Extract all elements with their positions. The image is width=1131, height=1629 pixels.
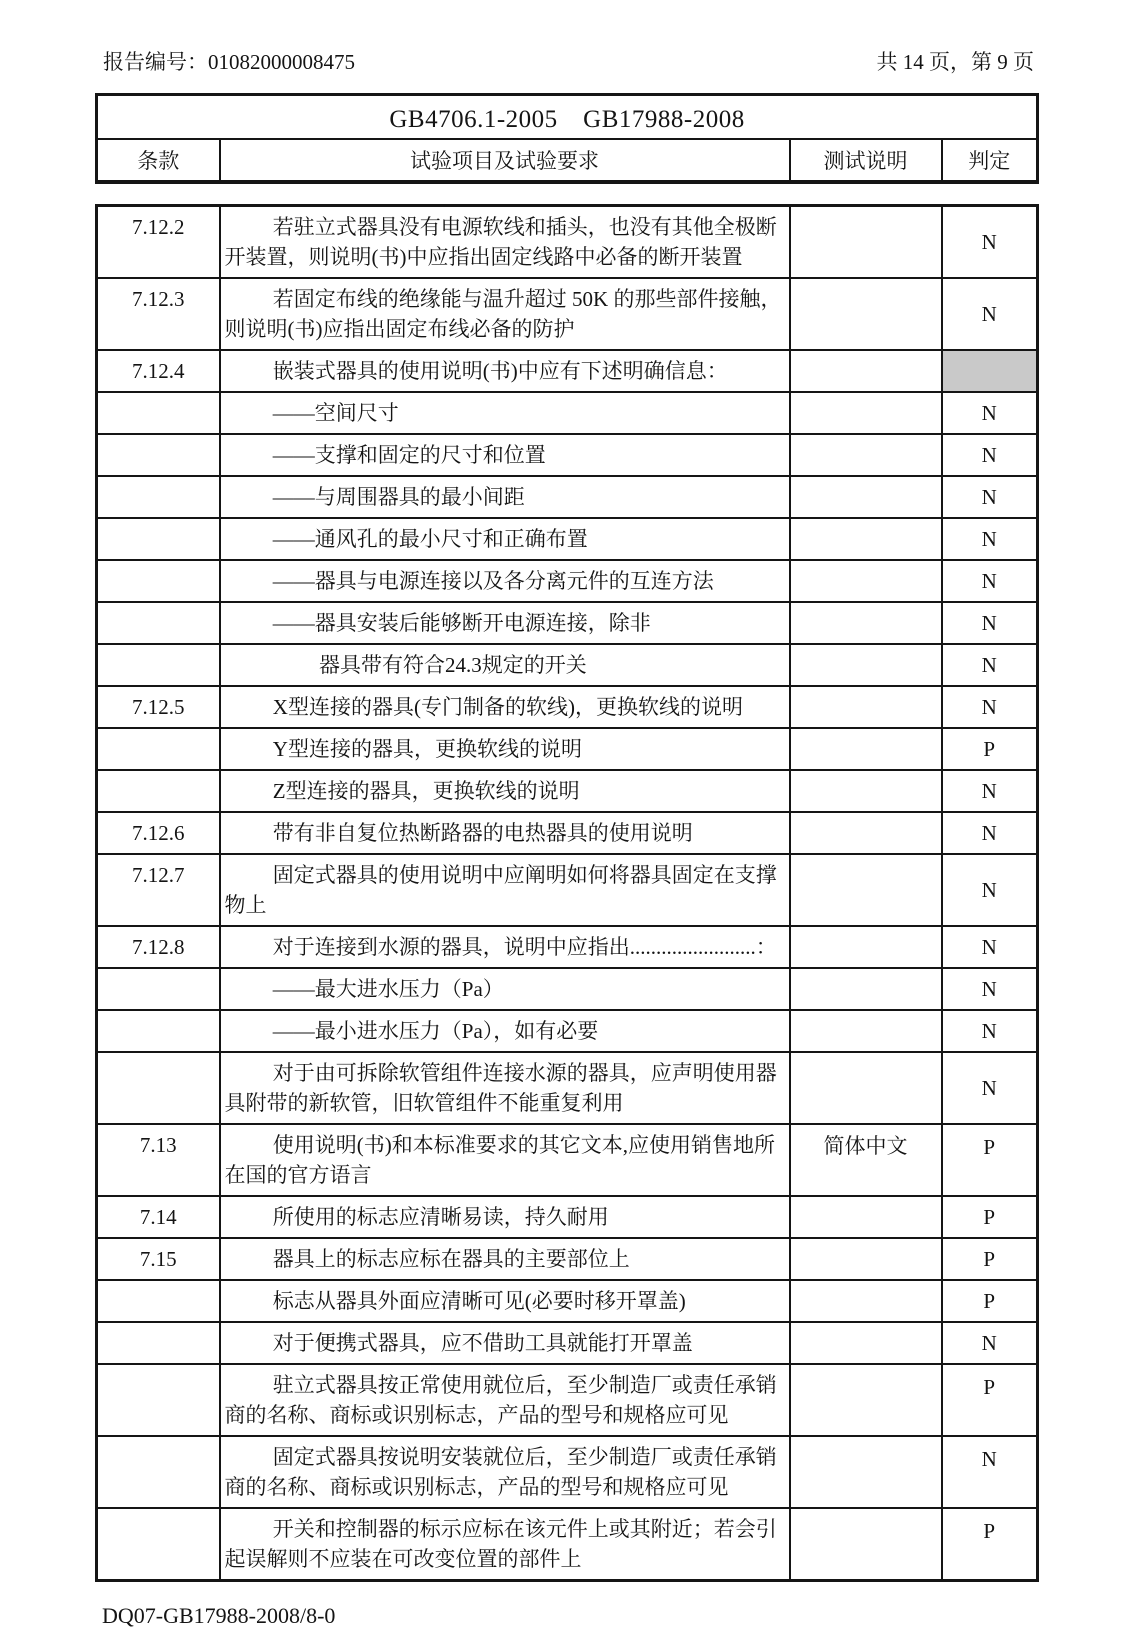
verdict-cell: N bbox=[942, 476, 1038, 518]
clause-cell bbox=[97, 1052, 220, 1124]
clause-cell bbox=[97, 1508, 220, 1581]
verdict-cell: N bbox=[942, 812, 1038, 854]
note-cell bbox=[790, 926, 942, 968]
requirement-cell: ——器具安装后能够断开电源连接，除非 bbox=[220, 602, 790, 644]
running-header bbox=[95, 46, 1036, 76]
clause-cell bbox=[97, 476, 220, 518]
clause-cell bbox=[97, 560, 220, 602]
table-row bbox=[97, 1052, 1038, 1124]
document-page bbox=[95, 46, 1036, 1629]
standards-title: GB4706.1-2005 GB17988-2008 bbox=[97, 95, 1038, 139]
table-row bbox=[97, 205, 1038, 278]
verdict-cell: N bbox=[942, 560, 1038, 602]
verdict-cell: P bbox=[942, 1280, 1038, 1322]
note-cell bbox=[790, 1364, 942, 1436]
requirement-cell: ——支撑和固定的尺寸和位置 bbox=[220, 434, 790, 476]
requirement-cell: Z型连接的器具，更换软线的说明 bbox=[220, 770, 790, 812]
note-cell bbox=[790, 1436, 942, 1508]
requirement-cell: ——通风孔的最小尺寸和正确布置 bbox=[220, 518, 790, 560]
table-row bbox=[97, 1238, 1038, 1280]
verdict-cell: N bbox=[942, 644, 1038, 686]
requirement-cell: 标志从器具外面应清晰可见(必要时移开罩盖) bbox=[220, 1280, 790, 1322]
note-cell bbox=[790, 1052, 942, 1124]
note-cell bbox=[790, 518, 942, 560]
note-cell bbox=[790, 1322, 942, 1364]
note-cell bbox=[790, 560, 942, 602]
requirement-cell: 所使用的标志应清晰易读，持久耐用 bbox=[220, 1196, 790, 1238]
clause-cell: 7.12.2 bbox=[97, 205, 220, 278]
standards-header-table bbox=[95, 93, 1039, 184]
clause-cell: 7.12.7 bbox=[97, 854, 220, 926]
clause-cell bbox=[97, 770, 220, 812]
table-row bbox=[97, 1508, 1038, 1581]
verdict-cell: P bbox=[942, 1508, 1038, 1581]
note-cell bbox=[790, 728, 942, 770]
clause-cell: 7.12.4 bbox=[97, 350, 220, 392]
verdict-cell: N bbox=[942, 602, 1038, 644]
requirement-cell: ——最小进水压力（Pa），如有必要 bbox=[220, 1010, 790, 1052]
table-row bbox=[97, 350, 1038, 392]
verdict-cell: P bbox=[942, 1364, 1038, 1436]
verdict-cell: N bbox=[942, 854, 1038, 926]
requirement-cell: 若驻立式器具没有电源软线和插头，也没有其他全极断开装置，则说明(书)中应指出固定线路中必备的断开装置 bbox=[220, 205, 790, 278]
requirement-cell: ——空间尺寸 bbox=[220, 392, 790, 434]
note-cell bbox=[790, 1280, 942, 1322]
table-row bbox=[97, 968, 1038, 1010]
verdict-cell: N bbox=[942, 1052, 1038, 1124]
table-row bbox=[97, 686, 1038, 728]
table-row bbox=[97, 1436, 1038, 1508]
table-row bbox=[97, 518, 1038, 560]
table-row bbox=[97, 278, 1038, 350]
table-row bbox=[97, 434, 1038, 476]
table-row bbox=[97, 392, 1038, 434]
clause-cell bbox=[97, 728, 220, 770]
page-count: 共 14 页，第 9 页 bbox=[876, 50, 1034, 74]
table-row bbox=[97, 476, 1038, 518]
verdict-cell: P bbox=[942, 1124, 1038, 1196]
verdict-cell bbox=[942, 350, 1038, 392]
table-row bbox=[97, 1196, 1038, 1238]
note-cell bbox=[790, 644, 942, 686]
verdict-cell: P bbox=[942, 728, 1038, 770]
test-items-table bbox=[95, 204, 1039, 1582]
requirement-cell: 器具上的标志应标在器具的主要部位上 bbox=[220, 1238, 790, 1280]
clause-cell: 7.13 bbox=[97, 1124, 220, 1196]
requirement-cell: 器具带有符合24.3规定的开关 bbox=[220, 644, 790, 686]
footer-code: DQ07-GB17988-2008/8-0 bbox=[102, 1602, 336, 1628]
requirement-cell: 固定式器具按说明安装就位后，至少制造厂或责任承销商的名称、商标或识别标志，产品的型号和规格应可见 bbox=[220, 1436, 790, 1508]
verdict-cell: N bbox=[942, 278, 1038, 350]
requirement-cell: 开关和控制器的标示应标在该元件上或其附近；若会引起误解则不应装在可改变位置的部件上 bbox=[220, 1508, 790, 1581]
verdict-cell: N bbox=[942, 1436, 1038, 1508]
table-row bbox=[97, 1010, 1038, 1052]
note-cell bbox=[790, 686, 942, 728]
verdict-cell: N bbox=[942, 1010, 1038, 1052]
table-row bbox=[97, 728, 1038, 770]
requirement-cell: Y型连接的器具，更换软线的说明 bbox=[220, 728, 790, 770]
requirement-cell: ——最大进水压力（Pa） bbox=[220, 968, 790, 1010]
requirement-cell: 若固定布线的绝缘能与温升超过 50K 的那些部件接触，则说明(书)应指出固定布线必备的防护 bbox=[220, 278, 790, 350]
col-header-requirement: 试验项目及试验要求 bbox=[220, 139, 790, 182]
note-cell bbox=[790, 854, 942, 926]
clause-cell bbox=[97, 1436, 220, 1508]
verdict-cell: N bbox=[942, 434, 1038, 476]
verdict-cell: N bbox=[942, 770, 1038, 812]
requirement-cell: 带有非自复位热断路器的电热器具的使用说明 bbox=[220, 812, 790, 854]
note-cell bbox=[790, 1238, 942, 1280]
table-row bbox=[97, 1280, 1038, 1322]
note-cell bbox=[790, 434, 942, 476]
clause-cell: 7.12.8 bbox=[97, 926, 220, 968]
clause-cell bbox=[97, 644, 220, 686]
table-row bbox=[97, 602, 1038, 644]
table-row bbox=[97, 560, 1038, 602]
requirement-cell: ——器具与电源连接以及各分离元件的互连方法 bbox=[220, 560, 790, 602]
clause-cell: 7.15 bbox=[97, 1238, 220, 1280]
table-row bbox=[97, 812, 1038, 854]
clause-cell: 7.14 bbox=[97, 1196, 220, 1238]
requirement-cell: 对于连接到水源的器具，说明中应指出........................： bbox=[220, 926, 790, 968]
note-cell bbox=[790, 1196, 942, 1238]
table-row bbox=[97, 770, 1038, 812]
clause-cell bbox=[97, 968, 220, 1010]
note-cell bbox=[790, 770, 942, 812]
clause-cell: 7.12.5 bbox=[97, 686, 220, 728]
verdict-cell: N bbox=[942, 968, 1038, 1010]
clause-cell bbox=[97, 434, 220, 476]
standards-title-row bbox=[97, 95, 1038, 139]
note-cell bbox=[790, 602, 942, 644]
verdict-cell: P bbox=[942, 1238, 1038, 1280]
col-header-test-note: 测试说明 bbox=[790, 139, 942, 182]
clause-cell bbox=[97, 518, 220, 560]
col-header-verdict: 判定 bbox=[942, 139, 1038, 182]
requirement-cell: 使用说明(书)和本标准要求的其它文本,应使用销售地所在国的官方语言 bbox=[220, 1124, 790, 1196]
requirement-cell: 嵌装式器具的使用说明(书)中应有下述明确信息： bbox=[220, 350, 790, 392]
note-cell bbox=[790, 350, 942, 392]
table-row bbox=[97, 854, 1038, 926]
note-cell bbox=[790, 205, 942, 278]
column-header-row bbox=[97, 139, 1038, 182]
col-header-clause: 条款 bbox=[97, 139, 220, 182]
requirement-cell: ——与周围器具的最小间距 bbox=[220, 476, 790, 518]
verdict-cell: P bbox=[942, 1196, 1038, 1238]
table-row bbox=[97, 926, 1038, 968]
table-row bbox=[97, 1364, 1038, 1436]
table-row bbox=[97, 1124, 1038, 1196]
note-cell bbox=[790, 278, 942, 350]
requirement-cell: X型连接的器具(专门制备的软线)，更换软线的说明 bbox=[220, 686, 790, 728]
clause-cell bbox=[97, 1010, 220, 1052]
verdict-cell: N bbox=[942, 205, 1038, 278]
note-cell bbox=[790, 392, 942, 434]
clause-cell: 7.12.3 bbox=[97, 278, 220, 350]
verdict-cell: N bbox=[942, 392, 1038, 434]
verdict-cell: N bbox=[942, 1322, 1038, 1364]
note-cell bbox=[790, 812, 942, 854]
clause-cell bbox=[97, 392, 220, 434]
clause-cell bbox=[97, 602, 220, 644]
note-cell bbox=[790, 968, 942, 1010]
note-cell bbox=[790, 476, 942, 518]
verdict-cell: N bbox=[942, 518, 1038, 560]
report-number: 报告编号：01082000008475 bbox=[103, 50, 355, 74]
note-cell: 简体中文 bbox=[790, 1124, 942, 1196]
note-cell bbox=[790, 1508, 942, 1581]
verdict-cell: N bbox=[942, 686, 1038, 728]
requirement-cell: 对于由可拆除软管组件连接水源的器具，应声明使用器具附带的新软管，旧软管组件不能重复利用 bbox=[220, 1052, 790, 1124]
requirement-cell: 对于便携式器具，应不借助工具就能打开罩盖 bbox=[220, 1322, 790, 1364]
note-cell bbox=[790, 1010, 942, 1052]
clause-cell bbox=[97, 1364, 220, 1436]
requirement-cell: 固定式器具的使用说明中应阐明如何将器具固定在支撑物上 bbox=[220, 854, 790, 926]
clause-cell: 7.12.6 bbox=[97, 812, 220, 854]
clause-cell bbox=[97, 1322, 220, 1364]
table-row bbox=[97, 644, 1038, 686]
requirement-cell: 驻立式器具按正常使用就位后，至少制造厂或责任承销商的名称、商标或识别标志，产品的型号和规格应可见 bbox=[220, 1364, 790, 1436]
verdict-cell: N bbox=[942, 926, 1038, 968]
clause-cell bbox=[97, 1280, 220, 1322]
table-row bbox=[97, 1322, 1038, 1364]
